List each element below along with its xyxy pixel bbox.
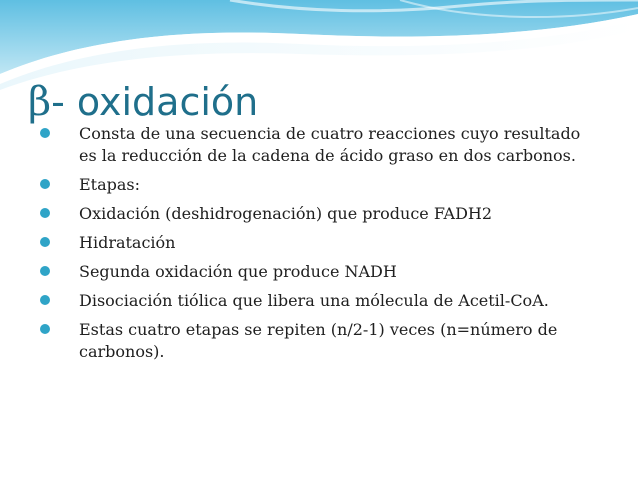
header-wave-decoration [0,0,638,90]
bullet-icon [40,128,50,138]
bullet-text: Segunda oxidación que produce NADH [79,262,397,281]
bullet-list [40,123,600,370]
bullet-text: Etapas: [79,175,141,194]
list-item [40,261,600,283]
bullet-text: Hidratación [79,233,176,252]
bullet-icon [40,208,50,218]
list-item [40,319,600,363]
bullet-icon [40,324,50,334]
list-item [40,203,600,225]
bullet-text: Disociación tiólica que libera una mólecula de Acetil-CoA. [79,291,549,310]
bullet-text: Estas cuatro etapas se repiten (n/2-1) veces (n=número de carbonos). [79,320,558,361]
slide-title-text: - oxidación [51,80,259,124]
bullet-icon [40,179,50,189]
bullet-icon [40,266,50,276]
list-item [40,174,600,196]
list-item [40,123,600,167]
list-item [40,232,600,254]
slide-title [28,80,258,124]
bullet-text: Consta de una secuencia de cuatro reacciones cuyo resultado es la reducción de la cadena de ácido graso en dos carbonos. [79,124,581,165]
list-item [40,290,600,312]
bullet-icon [40,237,50,247]
beta-symbol: β [28,79,52,125]
bullet-icon [40,295,50,305]
bullet-text: Oxidación (deshidrogenación) que produce FADH2 [79,204,493,223]
